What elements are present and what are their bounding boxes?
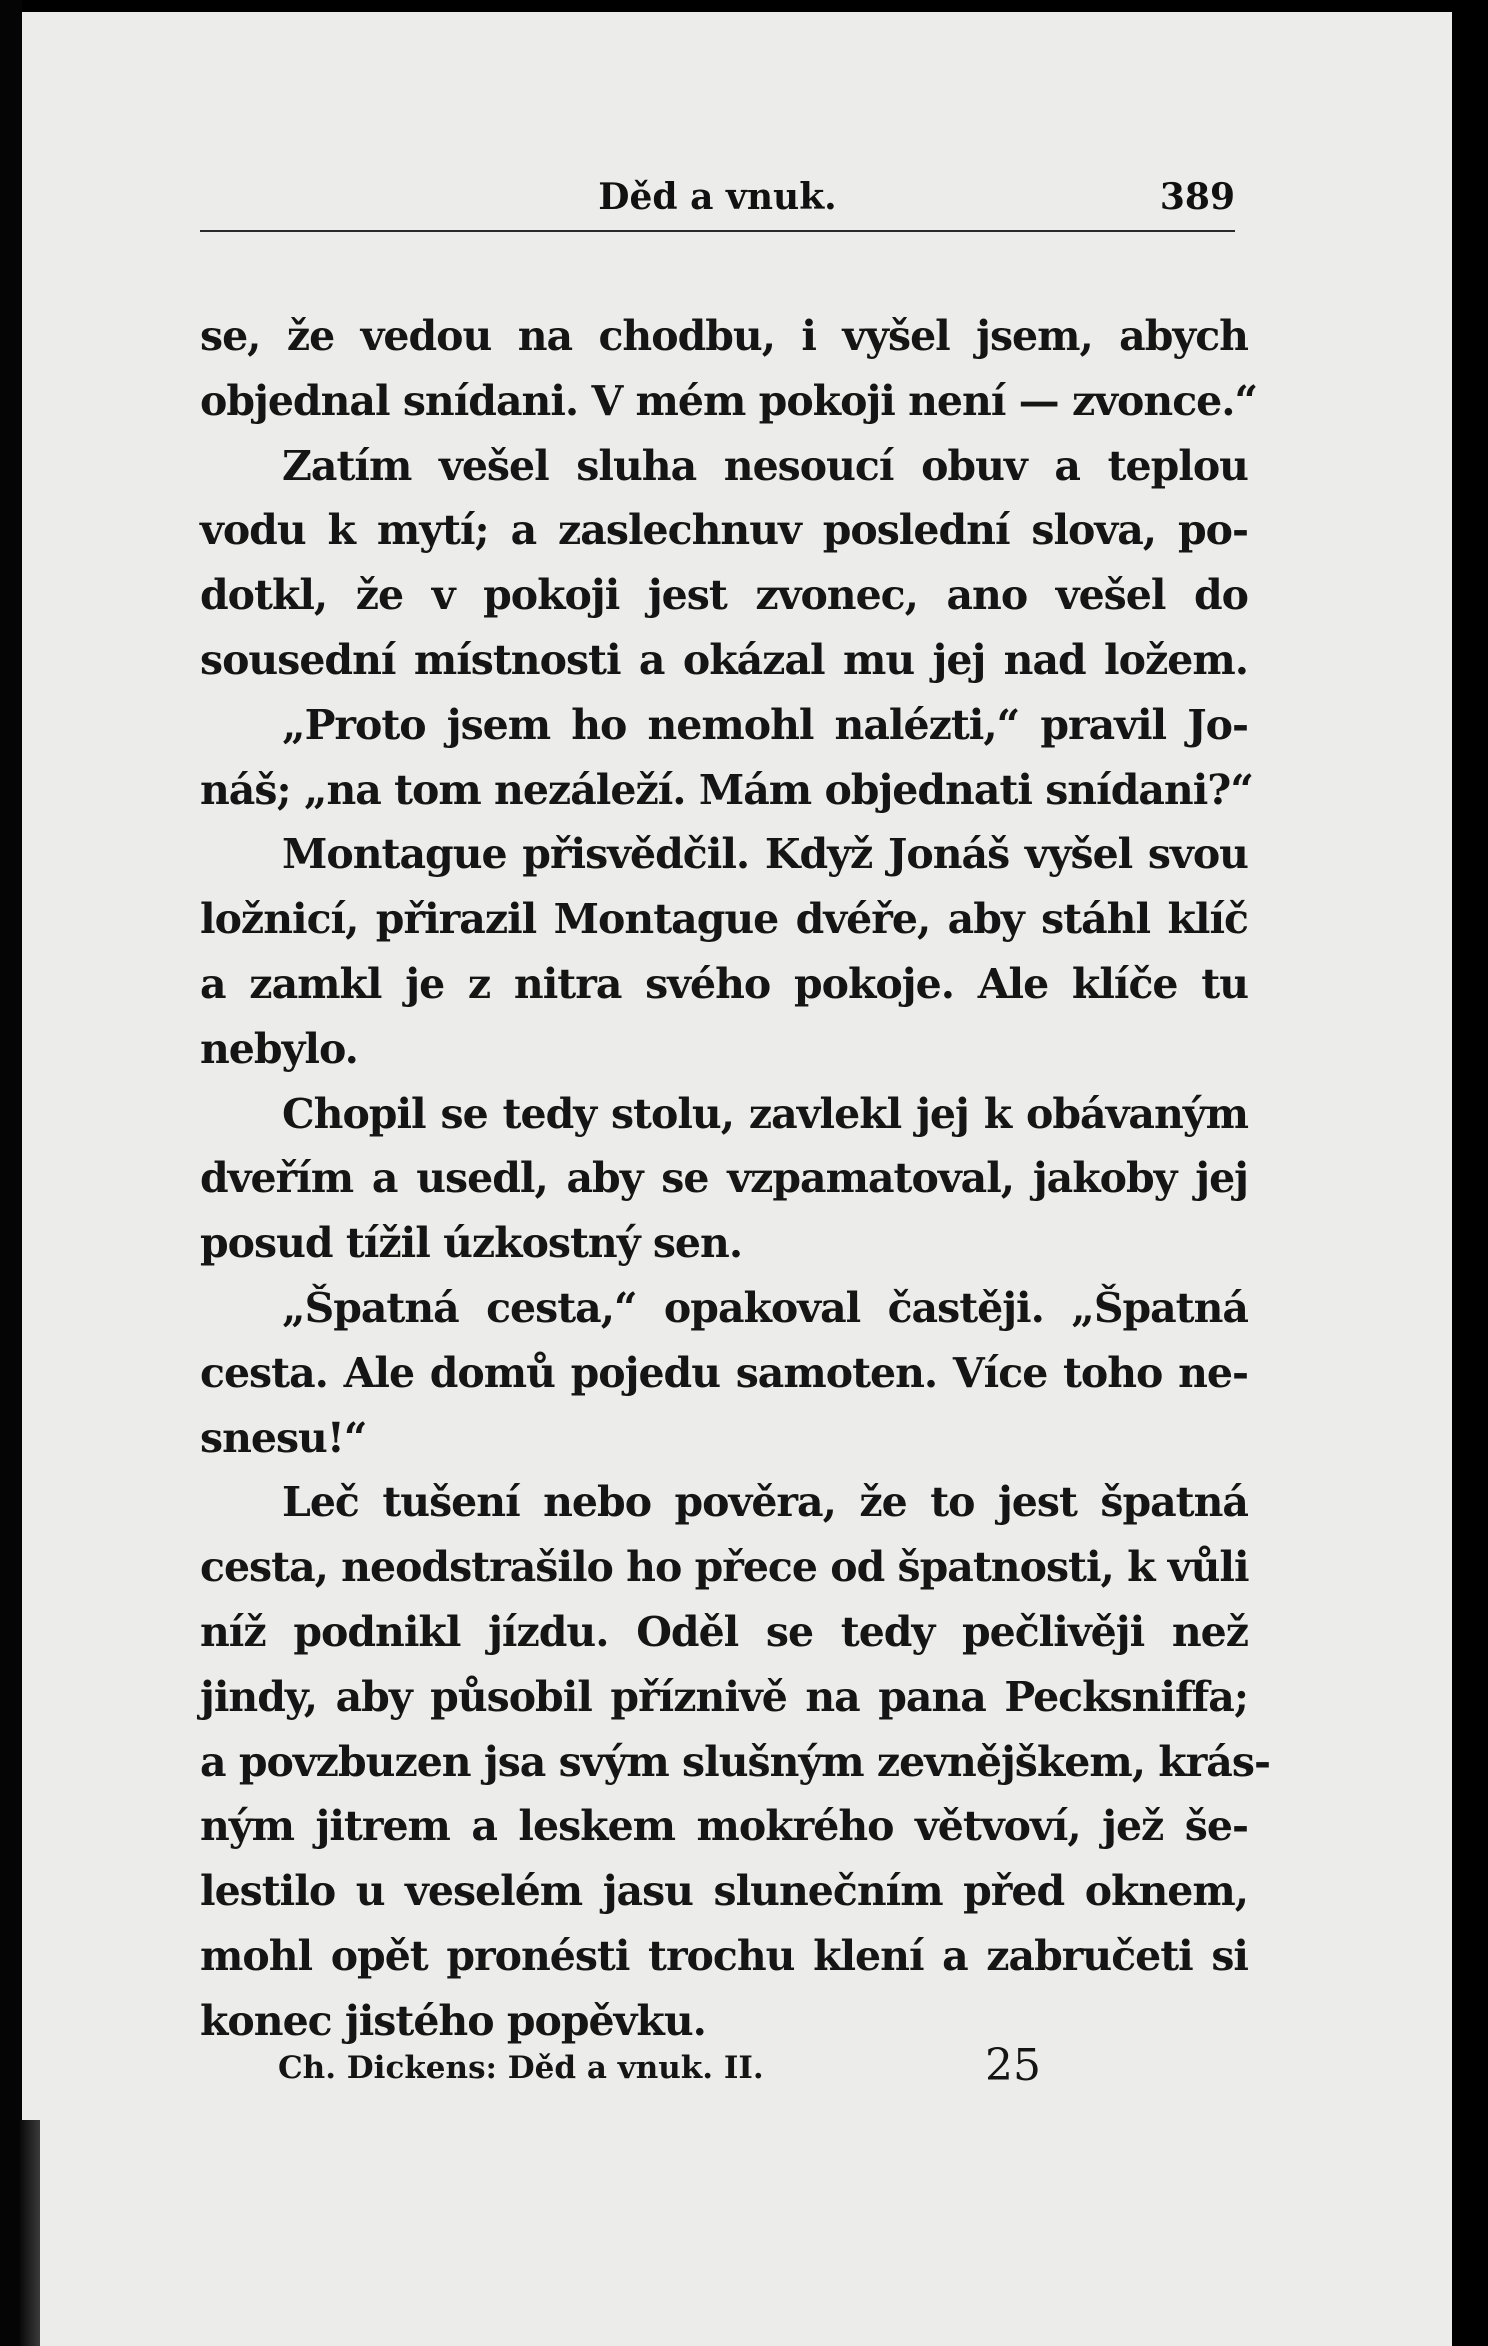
text-line: vodu k mytí; a zaslechnuv poslední slova, po- [200, 506, 1248, 555]
text-line: Leč tušení nebo pověra, že to jest špatná [282, 1478, 1248, 1527]
text-line: „Špatná cesta,“ opakoval častěji. „Špatná [282, 1283, 1248, 1332]
footer-signature: Ch. Dickens: Děd a vnuk. II. [278, 2050, 764, 2086]
text-line: a povzbuzen jsa svým slušným zevnějškem, krás- [200, 1737, 1270, 1786]
text-line: jindy, aby působil příznivě na pana Pecksniffa; [200, 1672, 1248, 1721]
text-line: cesta. Ale domů pojedu samoten. Více toho ne- [200, 1348, 1248, 1397]
text-line: posud tížil úzkostný sen. [200, 1219, 743, 1268]
text-line: náš; „na tom nezáleží. Mám objednati snídani?“ [200, 765, 1253, 814]
text-line: nebylo. [200, 1024, 358, 1073]
text-line: lestilo u veselém jasu slunečním před oknem, [200, 1867, 1248, 1916]
text-line: Montague přisvědčil. Když Jonáš vyšel svou [282, 830, 1248, 879]
footer-sheet-number: 25 [985, 2040, 1041, 2091]
text-line: objednal snídani. V mém pokoji není — zvonce.“ [200, 376, 1258, 425]
text-line: cesta, neodstrašilo ho přece od špatnosti, k vůli [200, 1543, 1249, 1592]
text-line: snesu!“ [200, 1413, 367, 1462]
body-text [200, 304, 1270, 2054]
page-header [200, 170, 1235, 232]
running-title: Děd a vnuk. [598, 176, 837, 218]
text-line: sousední místnosti a okázal mu jej nad ložem. [200, 635, 1248, 684]
text-line: dotkl, že v pokoji jest zvonec, ano vešel do [200, 571, 1248, 620]
binding-mark [20, 2120, 40, 2346]
text-line: a zamkl je z nitra svého pokoje. Ale klíče tu [200, 959, 1248, 1008]
text-line: mohl opět pronésti trochu klení a zabručeti si [200, 1931, 1248, 1980]
text-line: se, že vedou na chodbu, i vyšel jsem, abych [200, 312, 1248, 360]
binding-edge [0, 0, 22, 2346]
text-line: dveřím a usedl, aby se vzpamatoval, jakoby jej [200, 1154, 1248, 1203]
text-line: „Proto jsem ho nemohl nalézti,“ pravil Jo- [282, 700, 1248, 749]
text-line: Zatím vešel sluha nesoucí obuv a teplou [282, 441, 1248, 490]
page-number: 389 [1159, 176, 1235, 218]
text-line: níž podnikl jízdu. Oděl se tedy pečlivěji než [200, 1607, 1248, 1656]
text-line: ným jitrem a leskem mokrého větvoví, jež še- [200, 1802, 1248, 1851]
text-line: Chopil se tedy stolu, zavlekl jej k obávaným [282, 1089, 1248, 1138]
text-line: ložnicí, přirazil Montague dvéře, aby stáhl klíč [200, 895, 1248, 944]
text-line: konec jistého popěvku. [200, 1996, 706, 2045]
